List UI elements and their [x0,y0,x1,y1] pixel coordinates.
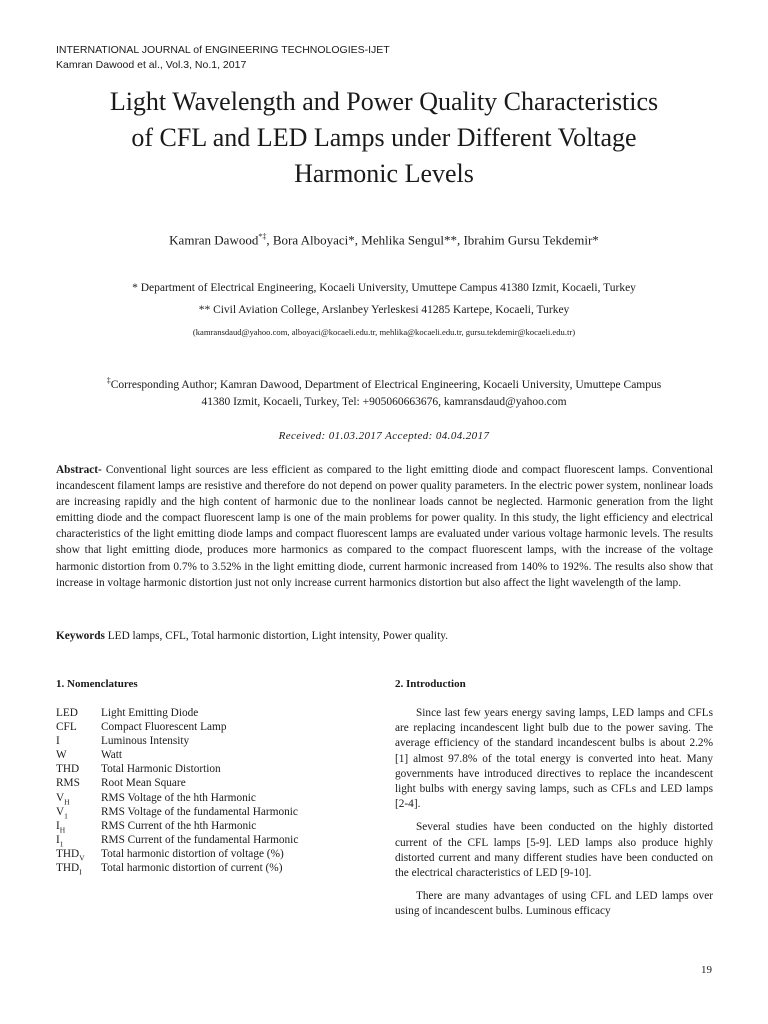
corresponding-mark: ‡ [106,376,111,385]
corresponding-author [56,372,712,411]
introduction-section [395,678,713,928]
nomenclature-definition: RMS Current of the hth Harmonic [101,819,257,832]
symbol-subscript: I [79,867,82,877]
title-line-1: Light Wavelength and Power Quality Characteristics [109,87,659,116]
nomenclature-definition: Watt [101,749,123,762]
title-line-2: of CFL and LED Lamps under Different Voltage [131,123,637,152]
symbol-text: THD [56,862,80,875]
nomenclature-symbol [56,776,101,790]
nomenclature-row [56,847,356,861]
symbol-text: RMS [56,777,80,790]
paper-title [40,84,728,192]
nomenclature-row [56,819,356,833]
first-author: Kamran Dawood [169,232,259,248]
keywords-label: Keywords [56,630,105,642]
nomenclature-definition: Root Mean Square [101,777,186,790]
affiliation-1: * Department of Electrical Engineering, Kocaeli University, Umuttepe Campus 41380 Izmit, Kocaeli, Turkey [132,282,636,294]
nomenclature-definition: Total harmonic distortion of current (%) [101,862,283,875]
corresponding-line-2: 41380 Izmit, Kocaeli, Turkey, Tel: +905060663676, kamransdaud@yahoo.com [201,395,567,408]
title-line-3: Harmonic Levels [294,159,474,188]
author-marks: *‡ [258,232,267,241]
nomenclature-symbol [56,833,101,847]
nomenclature-symbol [56,734,101,748]
nomenclature-symbol [56,861,101,875]
nomenclature-definition: Total Harmonic Distortion [101,763,221,776]
nomenclature-symbol [56,847,101,861]
nomenclature-definition: Compact Fluorescent Lamp [101,721,227,734]
nomenclature-row [56,720,356,734]
introduction-heading: 2. Introduction [395,678,466,690]
nomenclature-row [56,734,356,748]
nomenclature-definition: Light Emitting Diode [101,707,199,719]
journal-name: INTERNATIONAL JOURNAL of ENGINEERING TECHNOLOGIES-IJET [56,44,390,56]
intro-paragraph-1: Since last few years energy saving lamps, LED lamps and CFLs are replacing incandescent light bulb due to the power saving. The average efficiency of the standard incandescent bulbs is about 2.2% [1] almost 97.8% of the total energy is converted into heat. Many governments have introduced directives to replace the incandescent light bulbs with energy saving lamps, such as CFLs and LED lamps [2-4]. [395,707,713,811]
nomenclature-symbol [56,706,101,720]
symbol-text: V [56,805,65,818]
author-emails: (kamransdaud@yahoo.com, alboyaci@kocaeli.edu.tr, mehlika@kocaeli.edu.tr, gursu.tekdemir@kocaeli.edu.tr) [192,327,576,337]
symbol-text: THD [56,847,80,860]
issue-info: Kamran Dawood et al., Vol.3, No.1, 2017 [56,59,247,71]
nomenclature-heading: 1. Nomenclatures [56,678,138,690]
journal-header [56,43,390,73]
nomenclature-definition: Luminous Intensity [101,735,190,748]
nomenclature-definition: RMS Voltage of the hth Harmonic [101,791,256,804]
keywords [56,630,713,642]
nomenclature-row [56,706,356,720]
nomenclature-symbol [56,748,101,762]
nomenclature-row [56,833,356,847]
nomenclature-row [56,748,356,762]
corresponding-line-1 [56,372,712,394]
nomenclature-row [56,805,356,819]
nomenclature-symbol [56,762,101,776]
nomenclature-symbol [56,791,101,805]
received-dates: Received: 01.03.2017 Accepted: 04.04.2017 [278,430,490,442]
nomenclature-symbol [56,819,101,833]
symbol-text: I [56,833,60,846]
intro-paragraph-2: Several studies have been conducted on the highly distorted current of the CFL lamps [5-9]. LED lamps also produce highly distorted current and many different studies have been conducted on the electrical characteristics of LED [9-10]. [395,821,713,880]
nomenclature-list [56,706,356,875]
symbol-text: LED [56,707,78,719]
nomenclature-row [56,762,356,776]
nomenclature-section [56,678,356,875]
page-number: 19 [701,964,712,976]
symbol-text: THD [56,763,80,776]
symbol-subscript: H [64,796,70,806]
symbol-text: I [56,735,60,748]
abstract [56,462,713,591]
nomenclature-row [56,861,356,875]
affiliation-2: ** Civil Aviation College, Arslanbey Yerleskesi 41285 Kartepe, Kocaeli, Turkey [198,304,570,316]
nomenclature-symbol [56,720,101,734]
corresponding-text-1: Corresponding Author; Kamran Dawood, Department of Electrical Engineering, Kocaeli University, Umuttepe Campus [110,378,662,391]
abstract-label: Abstract- [56,464,102,476]
abstract-text: Conventional light sources are less efficient as compared to the light emitting diode and compact fluorescent lamps. Conventional incandescent filament lamps are resistive and therefore do not depend on power quality parameters. In the electric power system, nonlinear loads are increasing rapidly and the high content of harmonic due to the nonlinear loads cannot be neglected. Harmonic generation from the light emitting diode and the compact fluorescent lamp is one of the main problems for power quality. In this study, the light efficiency and electrical characteristics of the light emitting diode lamps and compact fluorescent lamps are evaluated under various voltage harmonic levels. The results show that light emitting diode, produces more harmonics as compared to the compact fluorescent lamps, with the increase of the voltage harmonic distortion from 0.7% to 3.52% in the light emitting diode, current harmonic increased from 140% to 192%. The results also show that increase in voltage harmonic distortion just not only increase current harmonics distortion but also affect the light wavelength of the lamp. [56,464,713,589]
symbol-text: V [56,791,65,804]
nomenclature-row [56,791,356,805]
nomenclature-symbol [56,805,101,819]
author-list [40,232,728,248]
keywords-text: LED lamps, CFL, Total harmonic distortion, Light intensity, Power quality. [104,630,448,642]
nomenclature-definition: RMS Voltage of the fundamental Harmonic [101,805,298,818]
symbol-subscript: V [79,853,85,863]
other-authors: , Bora Alboyaci*, Mehlika Sengul**, Ibrahim Gursu Tekdemir* [266,232,599,248]
symbol-subscript: H [59,825,66,834]
symbol-text: I [56,819,60,832]
symbol-subscript: 1 [64,810,68,820]
symbol-subscript: 1 [59,839,64,849]
nomenclature-definition: Total harmonic distortion of voltage (%) [101,847,284,860]
symbol-text: CFL [56,721,77,734]
symbol-text: W [56,749,67,762]
intro-paragraph-3: There are many advantages of using CFL and LED lamps over using of incandescent bulbs. Luminous efficacy [395,890,713,918]
nomenclature-row [56,776,356,790]
nomenclature-definition: RMS Current of the fundamental Harmonic [101,833,299,846]
